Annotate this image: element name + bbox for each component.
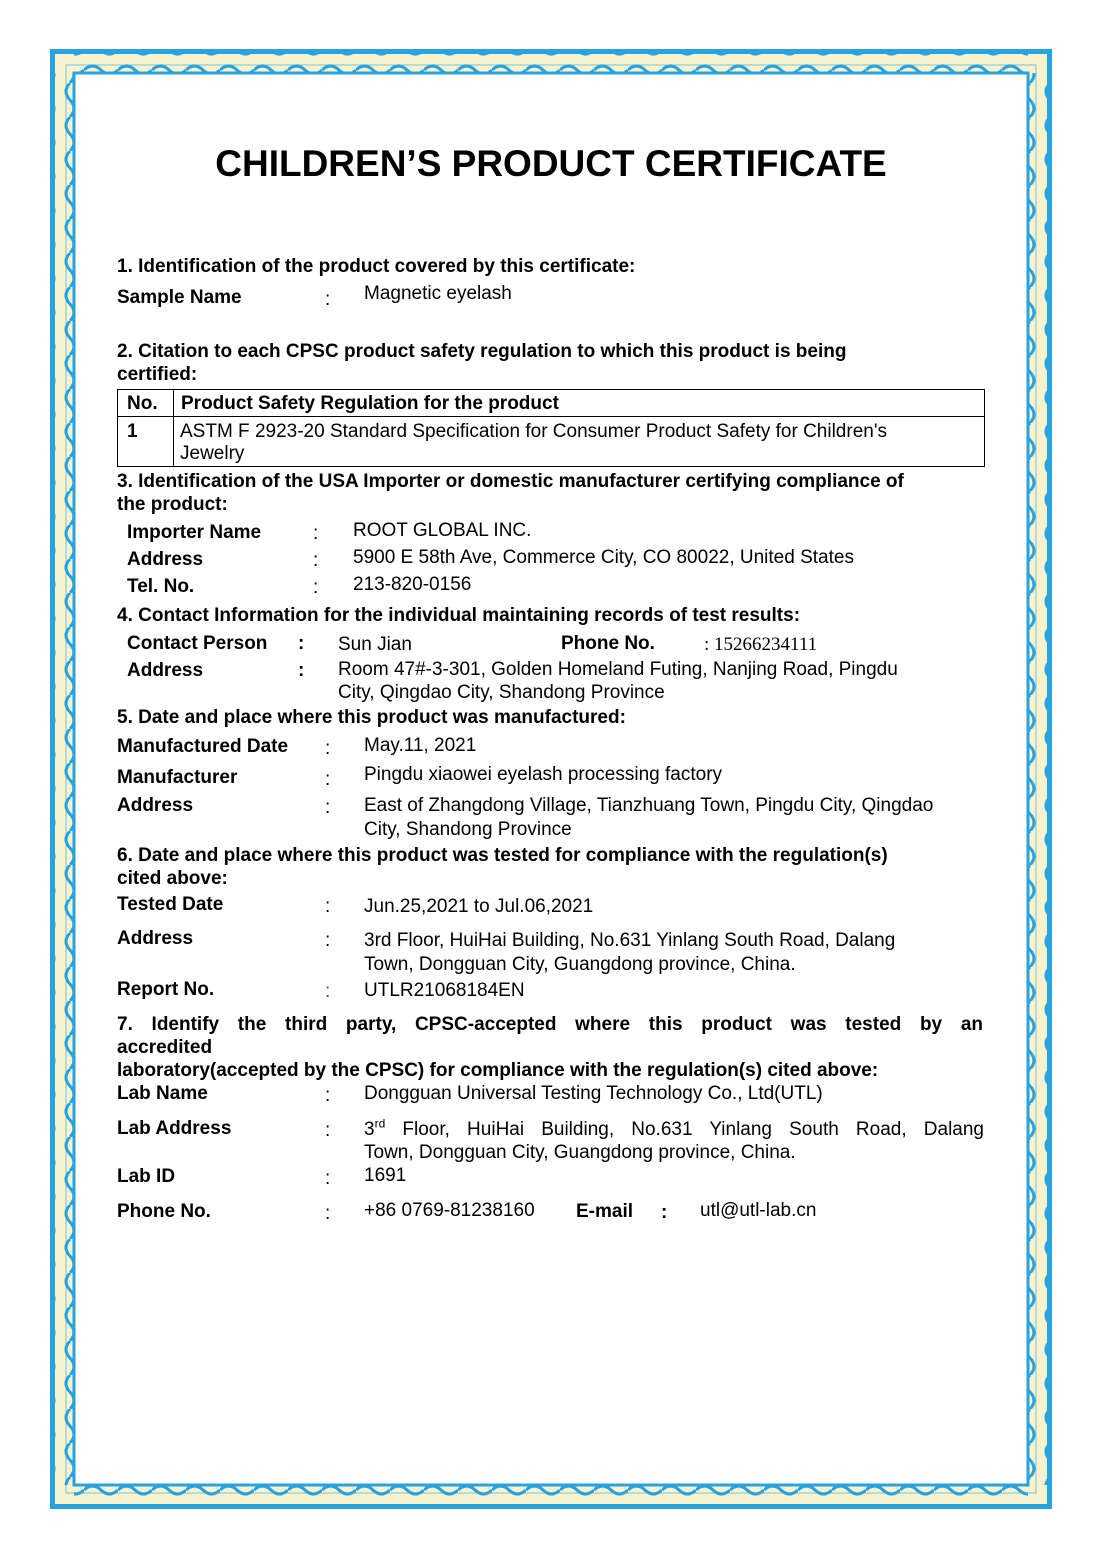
section-5-heading: 5. Date and place where this product was manufactured: xyxy=(117,707,626,728)
colon: : xyxy=(313,577,319,598)
contact-person-value: Sun Jian xyxy=(338,634,412,655)
contact-address-line2: City, Qingdao City, Shandong Province xyxy=(338,682,665,703)
section-7-heading-line3: laboratory(accepted by the CPSC) for compliance with the regulation(s) cited above: xyxy=(117,1060,879,1081)
lab-address-line2: Town, Dongguan City, Guangdong province, China. xyxy=(364,1142,796,1163)
colon: : xyxy=(325,797,331,818)
page-title: CHILDREN’S PRODUCT CERTIFICATE xyxy=(215,143,887,184)
importer-address-label: Address xyxy=(127,549,204,570)
manufacturer-address-label: Address xyxy=(117,795,194,816)
lab-name-label: Lab Name xyxy=(117,1083,208,1104)
lab-address-ordinal: rd xyxy=(374,1116,386,1131)
section-7-heading-line1: 7. Identify the third party, CPSC-accepted where this product was tested by an xyxy=(117,1014,983,1035)
colon: : xyxy=(313,550,319,571)
manufactured-date-value: May.11, 2021 xyxy=(364,735,477,756)
contact-address-line1: Room 47#-3-301, Golden Homeland Futing, Nanjing Road, Pingdu xyxy=(338,659,898,680)
section-2-heading-line2: certified: xyxy=(117,364,198,385)
test-address-line1: 3rd Floor, HuiHai Building, No.631 Yinlang South Road, Dalang xyxy=(364,930,896,951)
colon: : xyxy=(325,1168,331,1189)
section-2-heading-line1: 2. Citation to each CPSC product safety regulation to which this product is being xyxy=(117,341,847,362)
sample-name-label: Sample Name xyxy=(117,287,242,308)
report-no-label: Report No. xyxy=(117,979,215,1000)
sample-name-value: Magnetic eyelash xyxy=(364,283,512,304)
lab-email-value: utl@utl-lab.cn xyxy=(700,1200,817,1221)
tested-date-value: Jun.25,2021 to Jul.06,2021 xyxy=(364,896,594,917)
contact-address-label: Address xyxy=(127,660,204,681)
colon: : xyxy=(325,1085,331,1106)
manufacturer-value: Pingdu xiaowei eyelash processing factory xyxy=(364,764,723,785)
importer-tel-value: 213-820-0156 xyxy=(353,574,472,595)
lab-phone-value: +86 0769-81238160 xyxy=(364,1200,535,1221)
contact-person-label: Contact Person xyxy=(127,633,268,654)
importer-name-value: ROOT GLOBAL INC. xyxy=(353,520,532,541)
contact-phone-value: : 15266234111 xyxy=(704,634,818,655)
manufacturer-label: Manufacturer xyxy=(117,767,238,788)
colon: : xyxy=(325,1203,331,1224)
table-column-divider xyxy=(173,390,174,466)
report-no-value: UTLR21068184EN xyxy=(364,980,525,1001)
lab-name-value: Dongguan Universal Testing Technology Co., Ltd(UTL) xyxy=(364,1083,823,1104)
colon: : xyxy=(298,633,305,654)
colon: : xyxy=(661,1202,668,1223)
lab-address-floor-number: 3 xyxy=(364,1119,375,1140)
test-address-label: Address xyxy=(117,928,194,949)
colon: : xyxy=(298,660,305,681)
contact-phone-label: Phone No. xyxy=(561,633,655,654)
section-1-heading: 1. Identification of the product covered by this certificate: xyxy=(117,256,636,277)
importer-tel-label: Tel. No. xyxy=(127,576,195,597)
colon: : xyxy=(325,289,331,310)
lab-address-line1 xyxy=(364,1116,984,1141)
table-cell-regulation-line1: ASTM F 2923-20 Standard Specification for Consumer Product Safety for Children's xyxy=(180,421,887,442)
table-row-divider xyxy=(118,416,984,417)
lab-id-value: 1691 xyxy=(364,1165,407,1186)
colon: : xyxy=(325,981,331,1002)
colon: : xyxy=(325,896,331,917)
table-cell-no: 1 xyxy=(127,421,138,442)
importer-name-label: Importer Name xyxy=(127,522,262,543)
colon: : xyxy=(325,1120,331,1141)
lab-phone-label: Phone No. xyxy=(117,1201,211,1222)
section-3-heading-line1: 3. Identification of the USA Importer or domestic manufacturer certifying compliance of xyxy=(117,471,904,492)
section-4-heading: 4. Contact Information for the individual maintaining records of test results: xyxy=(117,605,801,626)
manufacturer-address-line2: City, Shandong Province xyxy=(364,819,572,840)
regulation-table xyxy=(117,389,985,467)
table-cell-regulation-line2: Jewelry xyxy=(180,443,245,464)
colon: : xyxy=(325,930,331,951)
test-address-line2: Town, Dongguan City, Guangdong province, China. xyxy=(364,954,796,975)
lab-id-label: Lab ID xyxy=(117,1166,176,1187)
manufacturer-address-line1: East of Zhangdong Village, Tianzhuang Town, Pingdu City, Qingdao xyxy=(364,795,934,816)
importer-address-value: 5900 E 58th Ave, Commerce City, CO 80022, United States xyxy=(353,547,854,568)
section-3-heading-line2: the product: xyxy=(117,494,228,515)
manufactured-date-label: Manufactured Date xyxy=(117,736,289,757)
lab-email-label: E-mail xyxy=(576,1201,634,1222)
colon: : xyxy=(325,738,331,759)
lab-address-line1-text: Floor, HuiHai Building, No.631 Yinlang South Road, Dalang xyxy=(385,1119,984,1140)
lab-address-label: Lab Address xyxy=(117,1118,232,1139)
table-header-regulation: Product Safety Regulation for the product xyxy=(181,393,559,414)
table-header-no: No. xyxy=(127,393,158,414)
section-6-heading-line1: 6. Date and place where this product was tested for compliance with the regulation(s) xyxy=(117,845,888,866)
colon: : xyxy=(313,523,319,544)
colon: : xyxy=(325,769,331,790)
section-6-heading-line2: cited above: xyxy=(117,868,228,889)
section-7-heading-line2: accredited xyxy=(117,1037,213,1058)
tested-date-label: Tested Date xyxy=(117,894,224,915)
